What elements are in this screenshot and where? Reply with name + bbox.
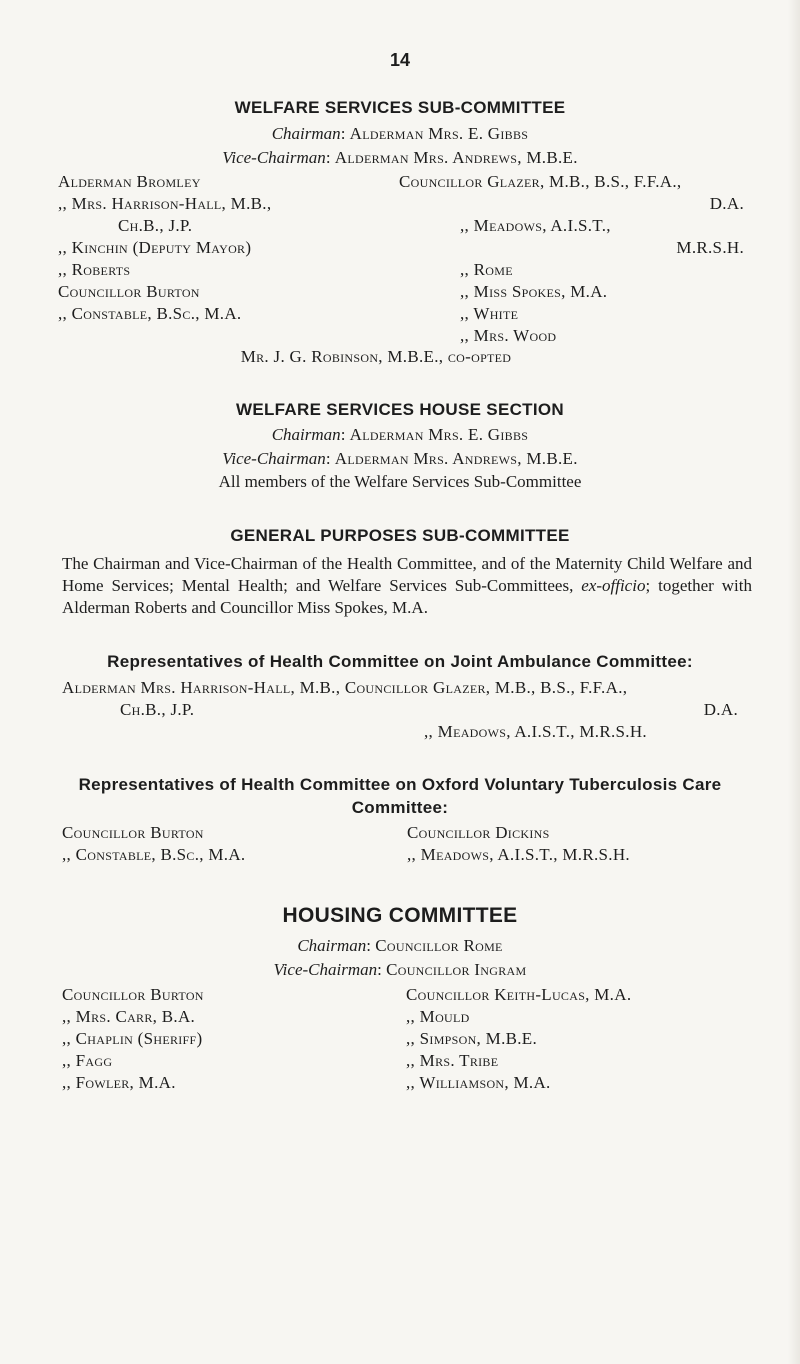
housing-title: HOUSING COMMITTEE	[282, 904, 518, 927]
member: Councillor Glazer, M.B., B.S., F.F.A.,	[399, 172, 682, 191]
member: ,, Mrs. Tribe	[406, 1051, 499, 1070]
member: ,, Williamson, M.A.	[406, 1073, 551, 1092]
member: ,, Chaplin (Sheriff)	[62, 1029, 203, 1048]
member: M.R.S.H.	[676, 238, 744, 257]
chair-label: Chairman	[271, 124, 341, 143]
house-section-title: WELFARE SERVICES HOUSE SECTION	[236, 400, 564, 419]
coopted-member	[0, 347, 776, 367]
coopted-text: Mr. J. G. Robinson, M.B.E., co-opted	[240, 347, 512, 366]
page-number: 14	[389, 50, 411, 70]
member: ,, Simpson, M.B.E.	[406, 1029, 538, 1048]
welfare-sub-title: WELFARE SERVICES SUB-COMMITTEE	[234, 98, 566, 117]
member: ,, Roberts	[58, 260, 131, 279]
member: ,, White	[460, 304, 519, 323]
member: Councillor Keith-Lucas, M.A.	[406, 985, 632, 1004]
house-section-chairman: Chairman: Alderman Mrs. E. Gibbs	[271, 425, 529, 444]
gp-text-2: ; together with Alderman Roberts and Councillor Miss Spokes, M.A.	[62, 576, 752, 617]
ambulance-line: Alderman Mrs. Harrison-Hall, M.B., Councillor Glazer, M.B., B.S., F.F.A.,	[62, 678, 628, 697]
member: D.A.	[709, 194, 744, 213]
chair-label: Chairman	[271, 425, 341, 444]
general-purposes-text	[62, 553, 752, 619]
welfare-sub-vice-chairman: Vice-Chairman: Alderman Mrs. Andrews, M.B.E.	[222, 148, 578, 167]
member: Councillor Burton	[62, 985, 204, 1004]
member: ,, Miss Spokes, M.A.	[460, 282, 608, 301]
vice-label: Vice-Chairman	[273, 960, 378, 979]
gp-text-1: The Chairman and Vice-Chairman of the Health Committee, and of the Maternity Child Welfare and Home Services; Mental Health; and Welfare Services Sub-Committees,	[62, 554, 752, 595]
member: ,, Mrs. Harrison-Hall, M.B.,	[58, 194, 272, 213]
page-edge-shadow	[788, 0, 800, 1364]
chair-value: Alderman Mrs. E. Gibbs	[349, 124, 529, 143]
housing-chairman: Chairman: Councillor Rome	[297, 936, 503, 955]
house-section-members: All members of the Welfare Services Sub-Committee	[218, 472, 582, 491]
member: ,, Mould	[406, 1007, 470, 1026]
member: ,, Kinchin (Deputy Mayor)	[58, 238, 252, 257]
member: ,, Fagg	[62, 1051, 113, 1070]
member: ,, Fowler, M.A.	[62, 1073, 176, 1092]
member: ,, Meadows, A.I.S.T., M.R.S.H.	[407, 845, 630, 864]
member: Councillor Burton	[62, 823, 204, 842]
tb-title-2: Committee:	[351, 798, 449, 817]
member: Councillor Dickins	[407, 823, 550, 842]
member: ,, Mrs. Wood	[460, 326, 557, 345]
vice-value: Alderman Mrs. Andrews, M.B.E.	[334, 449, 578, 468]
member: ,, Mrs. Carr, B.A.	[62, 1007, 196, 1026]
welfare-sub-chairman: Chairman: Alderman Mrs. E. Gibbs	[271, 124, 529, 143]
vice-label: Vice-Chairman	[222, 148, 326, 167]
chair-label: Chairman	[297, 936, 367, 955]
ambulance-line: Ch.B., J.P.	[120, 700, 195, 719]
member: Ch.B., J.P.	[118, 216, 193, 235]
member: Councillor Burton	[58, 282, 200, 301]
tb-title: Representatives of Health Committee on Oxford Voluntary Tuberculosis Care	[78, 775, 722, 794]
member: ,, Constable, B.Sc., M.A.	[58, 304, 242, 323]
ambulance-line: ,, Meadows, A.I.S.T., M.R.S.H.	[424, 722, 647, 741]
ambulance-title: Representatives of Health Committee on Joint Ambulance Committee:	[107, 652, 693, 671]
general-purposes-title: GENERAL PURPOSES SUB-COMMITTEE	[230, 526, 570, 545]
member: ,, Meadows, A.I.S.T.,	[460, 216, 611, 235]
vice-value: Alderman Mrs. Andrews, M.B.E.	[334, 148, 578, 167]
ambulance-line: D.A.	[703, 700, 738, 719]
member: ,, Constable, B.Sc., M.A.	[62, 845, 246, 864]
chair-value: Alderman Mrs. E. Gibbs	[349, 425, 529, 444]
gp-text-italic: ex-officio	[581, 576, 646, 595]
member: Alderman Bromley	[58, 172, 201, 191]
vice-value: Councillor Ingram	[386, 960, 527, 979]
member: ,, Rome	[460, 260, 513, 279]
chair-value: Councillor Rome	[375, 936, 503, 955]
vice-label: Vice-Chairman	[222, 449, 326, 468]
house-section-vice-chairman: Vice-Chairman: Alderman Mrs. Andrews, M.B.E.	[222, 449, 578, 468]
housing-vice-chairman: Vice-Chairman: Councillor Ingram	[273, 960, 527, 979]
